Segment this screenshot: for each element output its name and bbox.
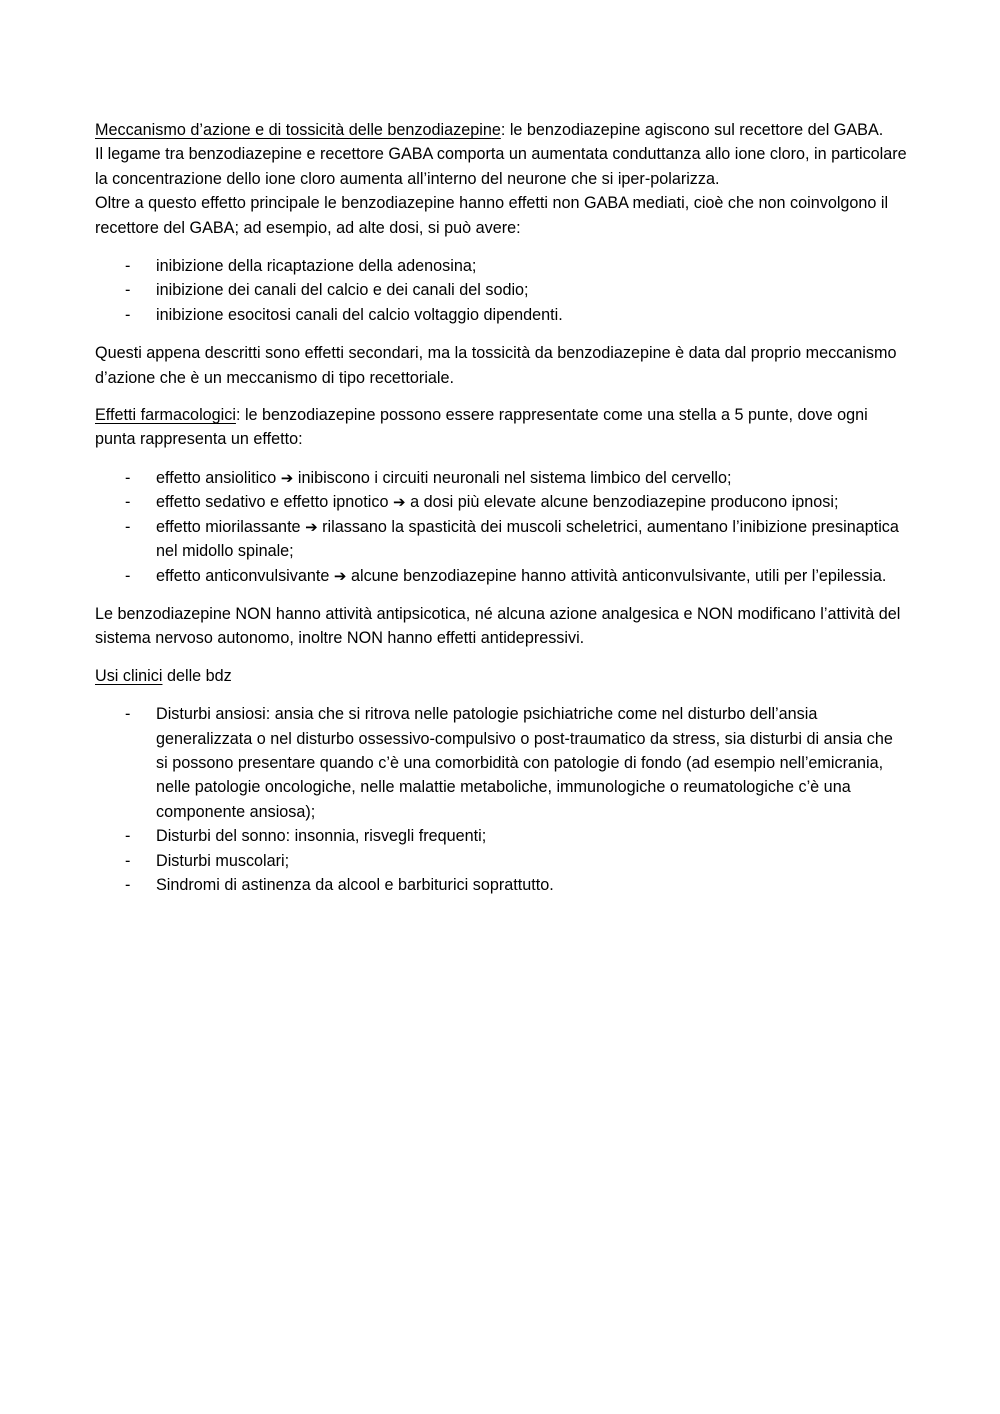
effects-closing: Le benzodiazepine NON hanno attività antipsicotica, né alcuna azione analgesica e NON modificano l’attività del sistema nervoso autonomo, inoltre NON hanno effetti antidepressivi. xyxy=(95,604,901,648)
effects-heading-tail: : le benzodiazepine possono essere rappresentate come una stella a 5 punte, dove ogni punta rappresenta un effetto: xyxy=(95,406,868,449)
dash-bullet: - xyxy=(125,705,131,724)
list-item: - Disturbi del sonno: insonnia, risvegli frequenti; xyxy=(95,824,907,848)
effects-intro xyxy=(95,403,907,452)
dash-bullet: - xyxy=(125,493,131,512)
list-item: - inibizione esocitosi canali del calcio voltaggio dipendenti. xyxy=(95,303,907,327)
mechanism-intro xyxy=(95,118,907,142)
dash-bullet: - xyxy=(125,517,131,536)
arrow-right-icon: ➔ xyxy=(333,566,347,585)
list-item: - effetto miorilassante ➔ rilassano la spasticità dei muscoli scheletrici, aumentano l’inibizione presinaptica nel midollo spinale; xyxy=(95,515,907,564)
clinical-uses-list xyxy=(95,702,907,897)
dash-bullet: - xyxy=(125,875,131,894)
mechanism-heading-tail: : le benzodiazepine agiscono sul recettore del GABA. xyxy=(500,121,884,139)
arrow-right-icon: ➔ xyxy=(280,468,294,487)
mechanism-closing: Questi appena descritti sono effetti secondari, ma la tossicità da benzodiazepine è data dal proprio meccanismo d’azione che è un meccanismo di tipo recettoriale. xyxy=(95,344,897,387)
effects-list xyxy=(95,466,907,588)
dash-bullet: - xyxy=(125,281,131,300)
arrow-right-icon: ➔ xyxy=(305,517,318,536)
list-item: - Disturbi muscolari; xyxy=(95,849,907,873)
list-item: - effetto anticonvulsivante ➔ alcune benzodiazepine hanno attività anticonvulsivante, utili per l’epilessia. xyxy=(95,564,907,588)
dash-bullet: - xyxy=(125,257,131,276)
mechanism-paragraph: Il legame tra benzodiazepine e recettore GABA comporta un aumentata conduttanza allo ione cloro, in particolare la concentrazione dello ione cloro aumenta all’interno del neurone che si iper-polarizza. xyxy=(95,145,907,188)
effects-heading: Effetti farmacologici xyxy=(95,406,236,425)
list-item: - inibizione dei canali del calcio e dei canali del sodio; xyxy=(95,278,907,302)
document-page xyxy=(95,118,907,911)
mechanism-paragraph: Oltre a questo effetto principale le benzodiazepine hanno effetti non GABA mediati, cioè che non coinvolgono il recettore del GABA; ad esempio, ad alte dosi, si può avere: xyxy=(95,194,889,237)
clinical-intro xyxy=(95,664,907,688)
non-gaba-effects-list xyxy=(95,254,907,327)
dash-bullet: - xyxy=(125,827,131,846)
list-item: - effetto sedativo e effetto ipnotico ➔ a dosi più elevate alcune benzodiazepine producono ipnosi; xyxy=(95,490,907,514)
list-item: - Sindromi di astinenza da alcool e barbiturici soprattutto. xyxy=(95,873,907,897)
dash-bullet: - xyxy=(125,468,131,487)
mechanism-heading: Meccanismo d’azione e di tossicità delle benzodiazepine xyxy=(95,121,501,139)
dash-bullet: - xyxy=(125,305,131,324)
dash-bullet: - xyxy=(125,851,131,870)
list-item: - effetto ansiolitico ➔ inibiscono i circuiti neuronali nel sistema limbico del cervello; xyxy=(95,466,907,490)
arrow-right-icon: ➔ xyxy=(393,493,406,512)
list-item: - Disturbi ansiosi: ansia che si ritrova nelle patologie psichiatriche come nel disturbo dell’ansia generalizzata o nel disturbo ossessivo-compulsivo o post-traumatico da stress, sia disturbi di ansia che si possono presentare quando c’è una comorbidità con patologie di fondo (ad esempio nell’emicrania, nelle patologie oncologiche, nelle malattie metaboliche, immunologiche o reumatologiche c’è una componente ansiosa); xyxy=(95,702,907,824)
clinical-heading-tail: delle bdz xyxy=(162,666,232,685)
list-item: - inibizione della ricaptazione della adenosina; xyxy=(95,254,907,278)
clinical-heading: Usi clinici xyxy=(95,666,163,685)
dash-bullet: - xyxy=(125,566,131,585)
